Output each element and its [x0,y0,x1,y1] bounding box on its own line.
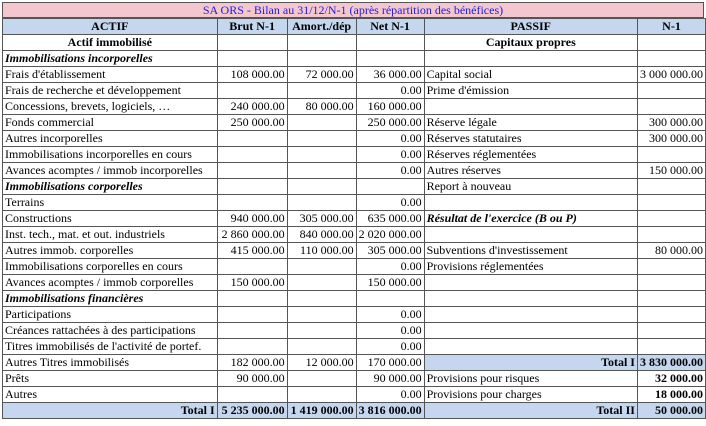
passif-cell: Réserves réglementées [424,147,637,163]
passif-value-cell: 80 000.00 [637,243,705,259]
amort-cell: 110 000.00 [287,243,356,259]
net-cell: 0.00 [356,83,424,99]
passif-value-cell [637,147,705,163]
table-row [3,99,706,115]
passif-cell: Prime d'émission [424,83,637,99]
brut-cell [217,307,287,323]
net-cell: 0.00 [356,323,424,339]
net-cell: 2 020 000.00 [356,227,424,243]
table-row [3,35,706,51]
table-row [3,195,706,211]
amort-cell [287,323,356,339]
passif-cell [424,323,637,339]
amort-cell [287,163,356,179]
passif-cell [424,195,637,211]
total-passif-label: Total II [424,403,637,419]
passif-cell [424,51,637,67]
passif-cell: Réserves statutaires [424,131,637,147]
table-row [3,259,706,275]
net-cell: 0.00 [356,387,424,403]
passif-value-cell [637,83,705,99]
passif-value-cell [637,195,705,211]
brut-cell [217,51,287,67]
total-passif-value: 50 000.00 [637,403,705,419]
amort-cell [287,115,356,131]
passif-cell [424,227,637,243]
passif-value-cell [637,51,705,67]
brut-cell [217,339,287,355]
passif-cell [424,275,637,291]
passif-value-cell: 32 000.00 [637,371,705,387]
table-row [3,291,706,307]
header-net: Net N-1 [356,19,424,35]
passif-value-cell [637,275,705,291]
sheet-title: SA ORS - Bilan au 31/12/N-1 (après répartition des bénéfices) [2,2,704,18]
amort-cell [287,371,356,387]
actif-cell: Créances rattachées à des participations [3,323,218,339]
brut-cell: 2 860 000.00 [217,227,287,243]
table-row [3,371,706,387]
passif-value-cell: 150 000.00 [637,163,705,179]
net-cell: 36 000.00 [356,67,424,83]
net-cell: 170 000.00 [356,355,424,371]
actif-cell: Immobilisations financières [3,291,218,307]
amort-cell [287,259,356,275]
net-cell: 150 000.00 [356,275,424,291]
passif-cell: Réserve légale [424,115,637,131]
passif-cell [424,307,637,323]
brut-cell: 240 000.00 [217,99,287,115]
passif-cell: Report à nouveau [424,179,637,195]
passif-value-cell: 300 000.00 [637,131,705,147]
actif-cell: Autres Titres immobilisés [3,355,218,371]
net-cell [356,179,424,195]
brut-cell [217,35,287,51]
actif-cell: Avances acomptes / immob incorporelles [3,163,218,179]
actif-cell: Immobilisations corporelles [3,179,218,195]
net-cell [356,51,424,67]
actif-cell: Participations [3,307,218,323]
actif-cell: Autres [3,387,218,403]
amort-cell [287,275,356,291]
net-cell: 0.00 [356,163,424,179]
net-cell [356,291,424,307]
brut-cell [217,291,287,307]
amort-cell: 305 000.00 [287,211,356,227]
passif-value-cell [637,323,705,339]
actif-cell: Immobilisations corporelles en cours [3,259,218,275]
table-row [3,163,706,179]
net-cell: 0.00 [356,339,424,355]
actif-cell: Actif immobilisé [3,35,218,51]
actif-cell: Immobilisations incorporelles [3,51,218,67]
total-actif-label: Total I [3,403,218,419]
brut-cell [217,195,287,211]
passif-value-cell [637,307,705,323]
header-row [3,19,706,35]
actif-cell: Terrains [3,195,218,211]
passif-cell: Total I [424,355,637,371]
table-row [3,339,706,355]
net-cell: 250 000.00 [356,115,424,131]
table-row [3,179,706,195]
table-row [3,211,706,227]
totals-row [3,403,706,419]
amort-cell: 80 000.00 [287,99,356,115]
amort-cell: 72 000.00 [287,67,356,83]
passif-value-cell: 3 000 000.00 [637,67,705,83]
header-amort: Amort./dép [287,19,356,35]
net-cell: 0.00 [356,131,424,147]
net-cell [356,35,424,51]
passif-value-cell: 300 000.00 [637,115,705,131]
amort-cell: 840 000.00 [287,227,356,243]
amort-cell [287,51,356,67]
actif-cell: Frais de recherche et développement [3,83,218,99]
amort-cell [287,179,356,195]
net-cell: 90 000.00 [356,371,424,387]
brut-cell [217,131,287,147]
table-row [3,387,706,403]
passif-cell: Capital social [424,67,637,83]
header-passif: PASSIF [424,19,637,35]
brut-cell [217,179,287,195]
actif-cell: Constructions [3,211,218,227]
passif-cell: Autres réserves [424,163,637,179]
brut-cell: 250 000.00 [217,115,287,131]
brut-cell: 90 000.00 [217,371,287,387]
actif-cell: Immobilisations incorporelles en cours [3,147,218,163]
brut-cell: 940 000.00 [217,211,287,227]
actif-cell: Inst. tech., mat. et out. industriels [3,227,218,243]
brut-cell: 415 000.00 [217,243,287,259]
actif-cell: Fonds commercial [3,115,218,131]
passif-value-cell: 18 000.00 [637,387,705,403]
passif-value-cell [637,291,705,307]
header-n1: N-1 [637,19,705,35]
brut-cell [217,83,287,99]
amort-cell [287,83,356,99]
passif-value-cell [637,99,705,115]
amort-cell [287,291,356,307]
table-row [3,51,706,67]
passif-cell: Résultat de l'exercice (B ou P) [424,211,637,227]
passif-value-cell [637,179,705,195]
brut-cell [217,259,287,275]
table-row [3,83,706,99]
passif-cell: Provisions réglementées [424,259,637,275]
total-amort: 1 419 000.00 [287,403,356,419]
brut-cell: 150 000.00 [217,275,287,291]
table-row [3,307,706,323]
net-cell: 0.00 [356,147,424,163]
brut-cell [217,387,287,403]
brut-cell [217,147,287,163]
brut-cell: 182 000.00 [217,355,287,371]
header-actif: ACTIF [3,19,218,35]
table-row [3,67,706,83]
net-cell: 0.00 [356,195,424,211]
actif-cell: Frais d'établissement [3,67,218,83]
actif-cell: Titres immobilisés de l'activité de portef. [3,339,218,355]
passif-cell [424,291,637,307]
passif-cell: Subventions d'investissement [424,243,637,259]
table-row [3,323,706,339]
table-row [3,131,706,147]
passif-value-cell: 3 830 000.00 [637,355,705,371]
actif-cell: Autres incorporelles [3,131,218,147]
total-net: 3 816 000.00 [356,403,424,419]
net-cell: 0.00 [356,259,424,275]
header-brut: Brut N-1 [217,19,287,35]
amort-cell [287,339,356,355]
passif-cell [424,339,637,355]
passif-cell: Provisions pour risques [424,371,637,387]
amort-cell [287,387,356,403]
brut-cell [217,323,287,339]
table-row [3,227,706,243]
table-row [3,275,706,291]
net-cell: 160 000.00 [356,99,424,115]
passif-cell: Provisions pour charges [424,387,637,403]
amort-cell: 12 000.00 [287,355,356,371]
passif-value-cell [637,339,705,355]
brut-cell: 108 000.00 [217,67,287,83]
passif-value-cell [637,259,705,275]
brut-cell [217,163,287,179]
actif-cell: Concessions, brevets, logiciels, … [3,99,218,115]
passif-value-cell [637,211,705,227]
amort-cell [287,147,356,163]
actif-cell: Prêts [3,371,218,387]
passif-value-cell [637,227,705,243]
table-row [3,115,706,131]
amort-cell [287,131,356,147]
net-cell: 305 000.00 [356,243,424,259]
net-cell: 0.00 [356,307,424,323]
actif-cell: Autres immob. corporelles [3,243,218,259]
table-row [3,355,706,371]
net-cell: 635 000.00 [356,211,424,227]
amort-cell [287,35,356,51]
actif-cell: Avances acomptes / immob corporelles [3,275,218,291]
table-row [3,147,706,163]
amort-cell [287,195,356,211]
table-row [3,243,706,259]
amort-cell [287,307,356,323]
passif-cell [424,99,637,115]
total-brut: 5 235 000.00 [217,403,287,419]
balance-sheet-table [2,18,706,419]
passif-cell: Capitaux propres [424,35,637,51]
passif-value-cell [637,35,705,51]
